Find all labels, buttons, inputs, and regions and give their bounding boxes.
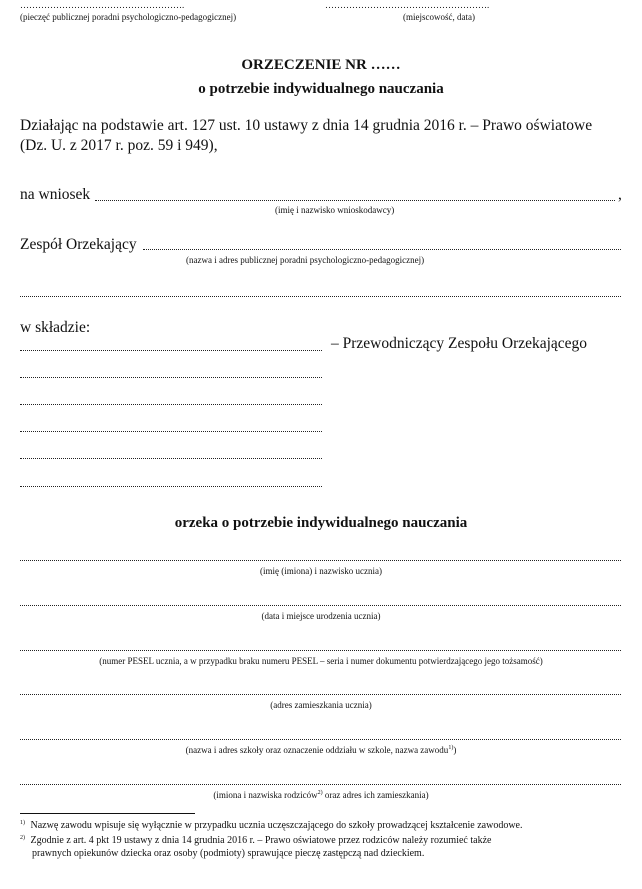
- footnote-mark-2: 2): [20, 835, 25, 841]
- parents-caption: [0, 790, 642, 800]
- school-caption-text: (nazwa i adres szkoły oraz oznaczenie oddziału w szkole, nazwa zawodu: [185, 745, 449, 755]
- member-field[interactable]: [20, 404, 322, 405]
- address-field[interactable]: [20, 694, 621, 695]
- member-field[interactable]: [20, 486, 322, 487]
- student-name-field[interactable]: [20, 560, 621, 561]
- member-field[interactable]: [20, 431, 322, 432]
- composition-label: w składzie:: [20, 319, 91, 336]
- clinic-address-field[interactable]: [20, 296, 621, 297]
- parents-caption-tail: oraz adres ich zamieszkania): [322, 790, 429, 800]
- document-title: ORZECZENIE NR ……: [241, 57, 401, 73]
- pesel-caption: (numer PESEL ucznia, a w przypadku braku numeru PESEL – seria i numer dokumentu potwierdzającego jego tożsamość): [99, 656, 543, 666]
- chair-field[interactable]: [20, 350, 322, 351]
- footnote-ref-2: 2): [317, 790, 323, 796]
- footnote-2-text: Zgodnie z art. 4 pkt 19 ustawy z dnia 14 grudnia 2016 r. – Prawo oświatowe przez rodziców należy rozumieć także: [30, 835, 492, 847]
- footnote-1: [20, 820, 523, 831]
- stamp-caption: (pieczęć publicznej poradni psychologiczno-pedagogicznej): [20, 12, 237, 22]
- school-caption: [0, 745, 642, 755]
- school-caption-close: ): [453, 745, 457, 755]
- footnote-2: [20, 835, 491, 846]
- parents-caption-text: (imiona i nazwiska rodziców: [213, 790, 318, 800]
- member-field[interactable]: [20, 377, 322, 378]
- school-field[interactable]: [20, 739, 621, 740]
- address-caption: (adres zamieszkania ucznia): [270, 700, 372, 710]
- pesel-field[interactable]: [20, 650, 621, 651]
- student-name-caption: (imię (imiona) i nazwisko ucznia): [260, 566, 382, 576]
- legal-basis-line1: Działając na podstawie art. 127 ust. 10 ustawy z dnia 14 grudnia 2016 r. – Prawo oświatowe: [20, 117, 593, 134]
- place-date-caption: (miejscowość, data): [403, 12, 475, 22]
- request-comma: ,: [618, 186, 622, 203]
- request-label: na wniosek: [20, 186, 91, 203]
- birth-field[interactable]: [20, 605, 621, 606]
- document-subtitle: o potrzebie indywidualnego nauczania: [198, 81, 444, 97]
- clinic-name-field[interactable]: [143, 249, 621, 250]
- team-label: Zespół Orzekający: [20, 236, 137, 253]
- chair-label: – Przewodniczący Zespołu Orzekającego: [331, 335, 588, 352]
- member-field[interactable]: [20, 458, 322, 459]
- legal-basis-line2: (Dz. U. z 2017 r. poz. 59 i 949),: [20, 137, 218, 154]
- footnote-1-text: Nazwę zawodu wpisuje się wyłącznie w przypadku ucznia uczęszczającego do szkoły prowadzącej kształcenie zawodowe.: [30, 820, 523, 832]
- applicant-name-field[interactable]: [95, 200, 615, 201]
- footnote-2-continuation: prawnych opiekunów dziecka oraz osoby (podmioty) sprawujące pieczę zastępczą nad dzieckiem.: [32, 848, 425, 859]
- stamp-dots: ……………………………………………….: [20, 0, 185, 10]
- place-date-dots: ……………………………………………….: [325, 0, 490, 10]
- ruling-heading: orzeka o potrzebie indywidualnego nauczania: [174, 515, 468, 531]
- applicant-caption: (imię i nazwisko wnioskodawcy): [275, 205, 395, 215]
- footnote-mark-1: 1): [20, 820, 25, 826]
- footnote-separator: [20, 813, 195, 814]
- footnote-ref-1: 1): [448, 745, 454, 751]
- clinic-caption: (nazwa i adres publicznej poradni psychologiczno-pedagogicznej): [186, 255, 425, 265]
- birth-caption: (data i miejsce urodzenia ucznia): [261, 611, 381, 621]
- parents-field[interactable]: [20, 784, 621, 785]
